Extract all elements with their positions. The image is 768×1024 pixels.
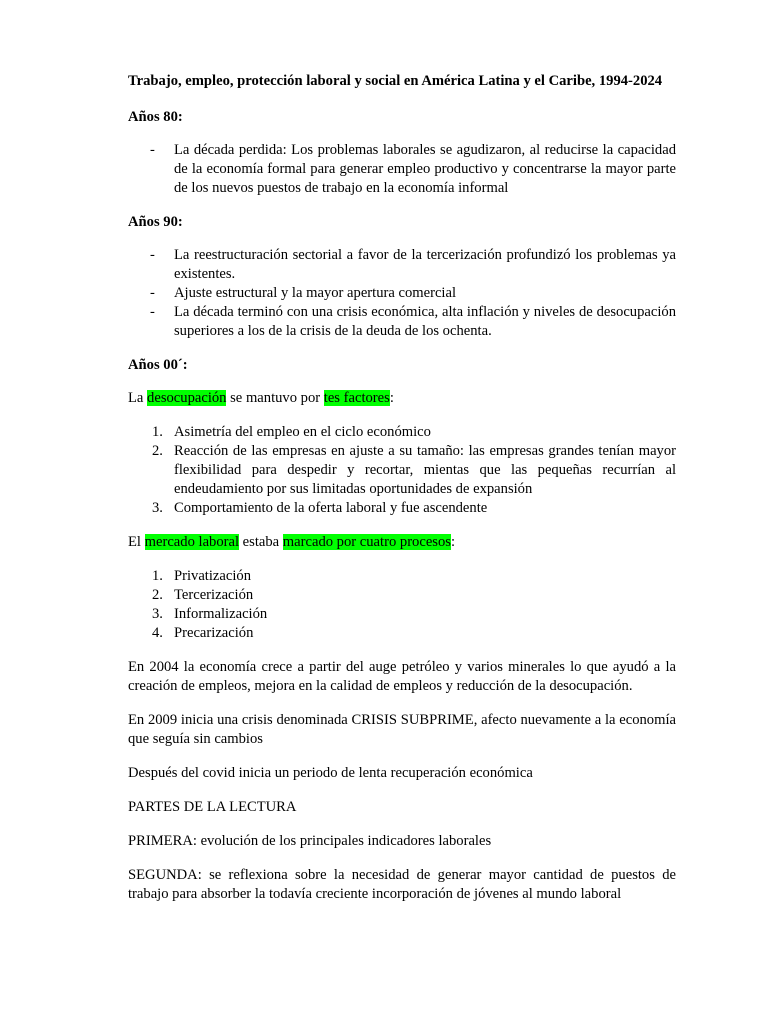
- list-item: [128, 624, 676, 643]
- paragraph-covid: Después del covid inicia un periodo de lenta recuperación económica: [128, 765, 533, 781]
- heading-anos-90: Años 90:: [128, 214, 183, 230]
- paragraph-segunda: SEGUNDA: se reflexiona sobre la necesidad de generar mayor cantidad de puestos de trabajo para absorber la todavía creciente incorporación de jóvenes al mundo laboral: [128, 867, 676, 902]
- list-item: [128, 246, 676, 284]
- partes-heading: PARTES DE LA LECTURA: [128, 799, 297, 815]
- number-marker: 2.: [152, 443, 163, 459]
- number-marker: 4.: [152, 625, 163, 641]
- paragraph-2009: En 2009 inicia una crisis denominada CRISIS SUBPRIME, afecto nuevamente a la economía que seguía sin cambios: [128, 712, 676, 747]
- list-item-text: Precarización: [174, 625, 254, 641]
- list-item-text: La reestructuración sectorial a favor de la tercerización profundizó los problemas ya existentes.: [174, 247, 676, 282]
- mercado-laboral-paragraph: [128, 533, 676, 552]
- number-marker: 3.: [152, 606, 163, 622]
- text-run: estaba: [239, 534, 283, 550]
- text-run: :: [389, 390, 394, 406]
- paragraph-2004: En 2004 la economía crece a partir del auge petróleo y varios minerales lo que ayudó a la creación de empleos, mejora en la calidad de empleos y reducción de la desocupación.: [128, 659, 676, 694]
- list-item-text: Informalización: [174, 606, 268, 622]
- dash-marker: -: [150, 304, 155, 320]
- dash-marker: -: [150, 285, 155, 301]
- heading-anos-80: Años 80:: [128, 109, 183, 125]
- list-item: [128, 442, 676, 499]
- highlight-tes-factores: tes factores: [323, 390, 390, 406]
- desocupacion-paragraph: [128, 389, 676, 408]
- text-run: El: [128, 534, 145, 550]
- list-item-text: Asimetría del empleo en el ciclo económico: [174, 424, 431, 440]
- list-item-text: Comportamiento de la oferta laboral y fue ascendente: [174, 500, 488, 516]
- list-item-text: Tercerización: [174, 587, 254, 603]
- number-marker: 3.: [152, 500, 163, 516]
- list-item: [128, 284, 676, 303]
- list-item: [128, 303, 676, 341]
- list-item-text: La década terminó con una crisis económica, alta inflación y niveles de desocupación superiores a los de la crisis de la deuda de los ochenta.: [174, 304, 676, 339]
- list-item: [128, 423, 676, 442]
- number-marker: 1.: [152, 424, 163, 440]
- list-item-text: La década perdida: Los problemas laborales se agudizaron, al reducirse la capacidad de la economía formal para generar empleo productivo y concentrarse la mayor parte de los nuevos puestos de trabajo en la economía informal: [174, 142, 676, 196]
- text-run: La: [128, 390, 148, 406]
- list-item-text: Ajuste estructural y la mayor apertura comercial: [174, 285, 457, 301]
- number-marker: 2.: [152, 587, 163, 603]
- list-factores: [128, 423, 676, 518]
- list-procesos: [128, 567, 676, 643]
- highlight-mercado-laboral: mercado laboral: [144, 534, 240, 550]
- dash-marker: -: [150, 142, 155, 158]
- document-page: [128, 72, 676, 919]
- text-run: se mantuvo por: [226, 390, 324, 406]
- highlight-desocupacion: desocupación: [147, 390, 227, 406]
- list-item-text: Privatización: [174, 568, 251, 584]
- dash-marker: -: [150, 247, 155, 263]
- highlight-cuatro-procesos: marcado por cuatro procesos: [282, 534, 451, 550]
- number-marker: 1.: [152, 568, 163, 584]
- list-item-text: Reacción de las empresas en ajuste a su tamaño: las empresas grandes tenían mayor flexibilidad para despedir y recortar, mientas que las pequeñas recurrían al endeudamiento por sus limitadas oportunidades de expansión: [174, 443, 676, 497]
- list-anos-80: [128, 141, 676, 198]
- heading-anos-00: Años 00´:: [128, 357, 188, 373]
- text-run: :: [450, 534, 456, 550]
- document-title: Trabajo, empleo, protección laboral y social en América Latina y el Caribe, 1994-2024: [128, 73, 663, 89]
- list-item: [128, 141, 676, 198]
- list-item: [128, 567, 676, 586]
- list-item: [128, 586, 676, 605]
- paragraph-primera: PRIMERA: evolución de los principales indicadores laborales: [128, 833, 492, 849]
- list-item: [128, 605, 676, 624]
- list-anos-90: [128, 246, 676, 341]
- list-item: [128, 499, 676, 518]
